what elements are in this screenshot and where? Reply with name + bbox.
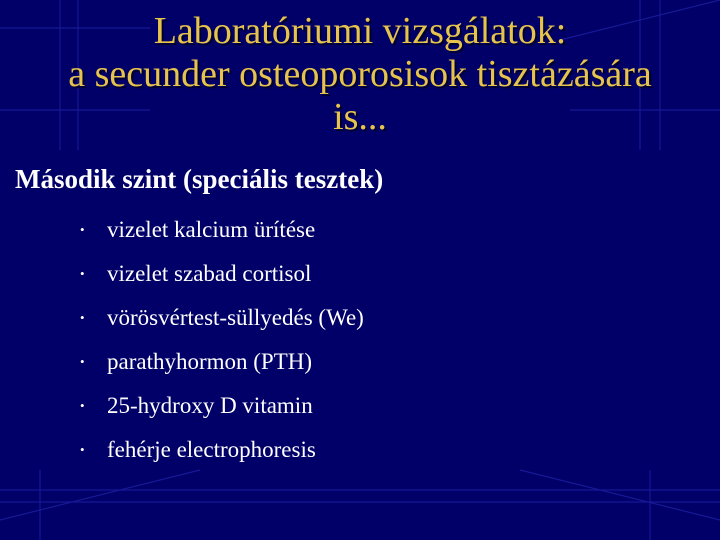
bullet-item bbox=[80, 340, 364, 384]
bullet-point-icon: • bbox=[80, 354, 85, 369]
bullet-point-icon: • bbox=[80, 398, 85, 413]
bullet-text: 25-hydroxy D vitamin bbox=[107, 393, 313, 418]
slide-title bbox=[0, 10, 720, 139]
bullet-point-icon: • bbox=[80, 442, 85, 457]
bullet-text: vörösvértest-süllyedés (We) bbox=[107, 305, 364, 330]
bullet-item bbox=[80, 428, 364, 472]
bullet-text: parathyhormon (PTH) bbox=[107, 349, 313, 374]
bullet-point-icon: • bbox=[80, 310, 85, 325]
bullet-point-icon: • bbox=[80, 266, 85, 281]
bullet-text: fehérje electrophoresis bbox=[107, 437, 316, 462]
section-subheading: Második szint (speciális tesztek) bbox=[15, 164, 384, 194]
bullet-item bbox=[80, 384, 364, 428]
bullet-point-icon: • bbox=[80, 222, 85, 237]
bullet-text: vizelet szabad cortisol bbox=[107, 261, 312, 286]
decor-line bbox=[0, 470, 200, 520]
bullet-item bbox=[80, 296, 364, 340]
title-line-1: Laboratóriumi vizsgálatok: bbox=[153, 10, 567, 52]
bullet-item bbox=[80, 252, 364, 296]
bullet-item bbox=[80, 208, 364, 252]
decor-line bbox=[520, 470, 720, 520]
title-line-2: a secunder osteoporosisok tisztázására bbox=[68, 53, 652, 95]
bullet-text: vizelet kalcium ürítése bbox=[107, 217, 316, 242]
title-line-3: is... bbox=[333, 96, 387, 138]
bullet-list bbox=[80, 208, 364, 472]
